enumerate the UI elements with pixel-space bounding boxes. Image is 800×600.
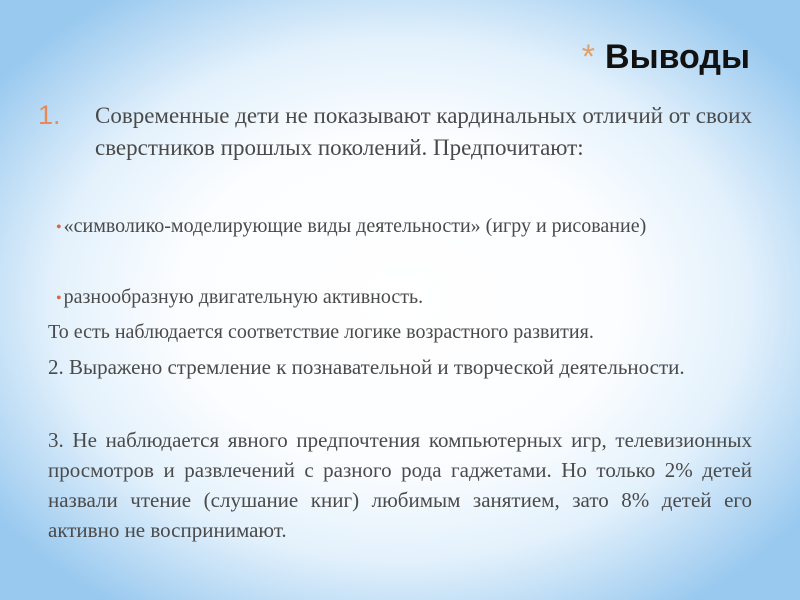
numbered-item-1 <box>30 100 752 164</box>
item-text: Современные дети не показывают кардинальных отличий от своих сверстников прошлых поколений. Предпочитают: <box>95 103 752 160</box>
title-text: Выводы <box>605 38 750 76</box>
bullet-text: «символико-моделирующие виды деятельности» (игру и рисование) <box>63 215 647 237</box>
bullet-dot-icon: • <box>56 219 62 236</box>
slide-title <box>582 40 750 74</box>
paragraph-point-2: 2. Выражено стремление к познавательной и творческой деятельности. <box>48 355 685 379</box>
bullet-item-motor-activity <box>56 282 752 314</box>
bullet-item-activities <box>56 211 752 243</box>
paragraph-conclusion: То есть наблюдается соответствие логике возрастного развития. <box>48 321 594 343</box>
item-number: 1. <box>38 100 61 130</box>
bullet-text: разнообразную двигательную активность. <box>63 286 424 308</box>
title-asterisk: * <box>581 38 596 76</box>
bullet-dot-icon: • <box>56 290 62 307</box>
paragraph-point-3: 3. Не наблюдается явного предпочтения компьютерных игр, телевизионных просмотров и развлечений с разного рода гаджетами. Но только 2% детей назвали чтение (слушание книг) любимым занятием, зато 8% детей его активно не воспринимают. <box>48 428 752 542</box>
